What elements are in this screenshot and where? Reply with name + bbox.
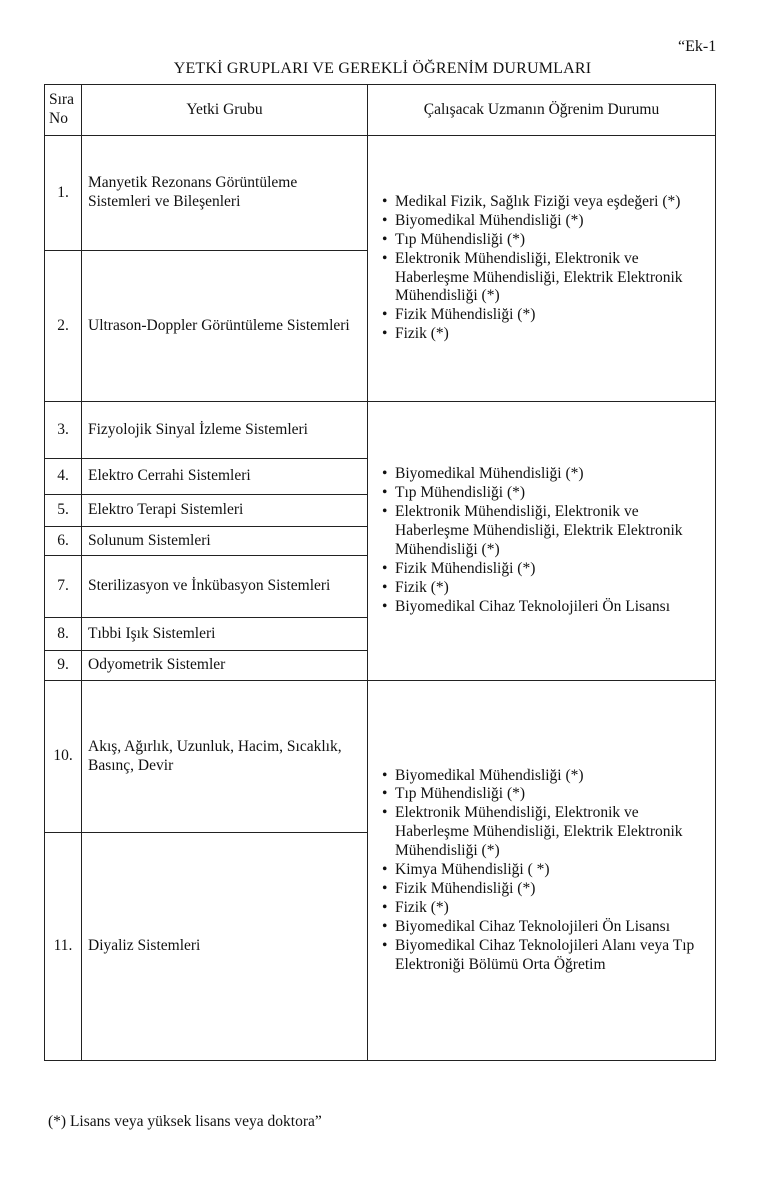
row-number: 6. bbox=[45, 527, 82, 556]
table-body bbox=[45, 136, 716, 1061]
education-requirements bbox=[368, 402, 716, 681]
row-number: 1. bbox=[45, 136, 82, 251]
bullet-icon: • bbox=[382, 559, 388, 577]
education-item bbox=[382, 767, 709, 786]
row-number: 7. bbox=[45, 556, 82, 618]
row-number: 3. bbox=[45, 402, 82, 459]
bullet-icon: • bbox=[382, 192, 388, 210]
header-yetki-grubu: Yetki Grubu bbox=[82, 85, 368, 136]
education-item bbox=[382, 880, 709, 899]
bullet-icon: • bbox=[382, 465, 388, 483]
table-row bbox=[45, 402, 716, 459]
education-item bbox=[382, 598, 709, 617]
education-item-text: Biyomedikal Cihaz Teknolojileri Ön Lisansı bbox=[395, 597, 671, 615]
education-item-text: Fizik Mühendisliği (*) bbox=[395, 879, 536, 897]
education-requirements bbox=[368, 681, 716, 1061]
bullet-icon: • bbox=[382, 936, 388, 954]
bullet-icon: • bbox=[382, 766, 388, 784]
education-item-text: Biyomedikal Cihaz Teknolojileri Ön Lisansı bbox=[395, 917, 671, 935]
education-item bbox=[382, 861, 709, 880]
education-item-text: Kimya Mühendisliği ( *) bbox=[395, 861, 550, 879]
bullet-icon: • bbox=[382, 861, 388, 879]
authority-group-name: Akış, Ağırlık, Uzunluk, Hacim, Sıcaklık, Basınç, Devir bbox=[82, 681, 368, 833]
bullet-icon: • bbox=[382, 306, 388, 324]
bullet-icon: • bbox=[382, 484, 388, 502]
bullet-icon: • bbox=[382, 879, 388, 897]
education-item bbox=[382, 325, 709, 344]
education-item bbox=[382, 212, 709, 231]
row-number: 8. bbox=[45, 618, 82, 651]
authority-group-name: Tıbbi Işık Sistemleri bbox=[82, 618, 368, 651]
education-item bbox=[382, 465, 709, 484]
footnote: (*) Lisans veya yüksek lisans veya doktora” bbox=[48, 1113, 322, 1130]
authority-group-name: Solunum Sistemleri bbox=[82, 527, 368, 556]
table-row bbox=[45, 681, 716, 833]
education-item-text: Tıp Mühendisliği (*) bbox=[395, 230, 526, 248]
authority-groups-table bbox=[44, 84, 716, 1061]
education-item-text: Medikal Fizik, Sağlık Fiziği veya eşdeğeri (*) bbox=[395, 192, 681, 210]
education-list bbox=[382, 193, 709, 344]
education-item-text: Fizik Mühendisliği (*) bbox=[395, 559, 536, 577]
education-item bbox=[382, 503, 709, 560]
education-item bbox=[382, 250, 709, 307]
bullet-icon: • bbox=[382, 230, 388, 248]
education-item-text: Fizik (*) bbox=[395, 578, 449, 596]
authority-group-name: Diyaliz Sistemleri bbox=[82, 833, 368, 1061]
education-item bbox=[382, 484, 709, 503]
row-number: 5. bbox=[45, 495, 82, 527]
education-item bbox=[382, 306, 709, 325]
bullet-icon: • bbox=[382, 804, 388, 822]
row-number: 2. bbox=[45, 251, 82, 402]
header-no-line2: No bbox=[49, 110, 68, 127]
education-item bbox=[382, 785, 709, 804]
education-item bbox=[382, 804, 709, 861]
bullet-icon: • bbox=[382, 211, 388, 229]
education-item-text: Fizik Mühendisliği (*) bbox=[395, 306, 536, 324]
bullet-icon: • bbox=[382, 597, 388, 615]
table-row bbox=[45, 136, 716, 251]
header-sira-no bbox=[45, 85, 82, 136]
education-item-text: Fizik (*) bbox=[395, 898, 449, 916]
bullet-icon: • bbox=[382, 503, 388, 521]
education-item-text: Elektronik Mühendisliği, Elektronik ve Haberleşme Mühendisliği, Elektrik Elektronik Mühendisliği (*) bbox=[395, 503, 683, 558]
bullet-icon: • bbox=[382, 249, 388, 267]
education-item-text: Fizik (*) bbox=[395, 325, 449, 343]
education-requirements bbox=[368, 136, 716, 402]
bullet-icon: • bbox=[382, 898, 388, 916]
education-item bbox=[382, 193, 709, 212]
document-title: YETKİ GRUPLARI VE GEREKLİ ÖĞRENİM DURUMLARI bbox=[173, 60, 592, 77]
education-item-text: Biyomedikal Mühendisliği (*) bbox=[395, 766, 584, 784]
education-item-text: Tıp Mühendisliği (*) bbox=[395, 785, 526, 803]
authority-group-name: Odyometrik Sistemler bbox=[82, 651, 368, 681]
education-list bbox=[382, 465, 709, 616]
authority-group-name: Fizyolojik Sinyal İzleme Sistemleri bbox=[82, 402, 368, 459]
authority-group-name: Elektro Cerrahi Sistemleri bbox=[82, 459, 368, 495]
row-number: 11. bbox=[45, 833, 82, 1061]
bullet-icon: • bbox=[382, 325, 388, 343]
row-number: 9. bbox=[45, 651, 82, 681]
education-item bbox=[382, 579, 709, 598]
education-item bbox=[382, 231, 709, 250]
education-item-text: Tıp Mühendisliği (*) bbox=[395, 484, 526, 502]
header-sira-line1: Sıra bbox=[49, 91, 74, 109]
education-item bbox=[382, 918, 709, 937]
header-ogrenim-durumu: Çalışacak Uzmanın Öğrenim Durumu bbox=[368, 85, 716, 136]
bullet-icon: • bbox=[382, 917, 388, 935]
bullet-icon: • bbox=[382, 785, 388, 803]
education-item bbox=[382, 560, 709, 579]
authority-group-name: Ultrason-Doppler Görüntüleme Sistemleri bbox=[82, 251, 368, 402]
education-item-text: Elektronik Mühendisliği, Elektronik ve Haberleşme Mühendisliği, Elektrik Elektronik Mühendisliği (*) bbox=[395, 249, 683, 305]
authority-group-name: Elektro Terapi Sistemleri bbox=[82, 495, 368, 527]
education-item-text: Biyomedikal Mühendisliği (*) bbox=[395, 211, 584, 229]
education-list bbox=[382, 767, 709, 975]
education-item-text: Biyomedikal Cihaz Teknolojileri Alanı veya Tıp Elektroniği Bölümü Orta Öğretim bbox=[395, 936, 695, 973]
education-item bbox=[382, 899, 709, 918]
education-item-text: Biyomedikal Mühendisliği (*) bbox=[395, 465, 584, 483]
authority-group-name: Sterilizasyon ve İnkübasyon Sistemleri bbox=[82, 556, 368, 618]
row-number: 10. bbox=[45, 681, 82, 833]
education-item bbox=[382, 937, 709, 975]
authority-group-name: Manyetik Rezonans Görüntüleme Sistemleri ve Bileşenleri bbox=[82, 136, 368, 251]
annex-label: “Ek-1 bbox=[678, 38, 717, 55]
education-item-text: Elektronik Mühendisliği, Elektronik ve Haberleşme Mühendisliği, Elektrik Elektronik Mühendisliği (*) bbox=[395, 804, 683, 860]
row-number: 4. bbox=[45, 459, 82, 495]
bullet-icon: • bbox=[382, 578, 388, 596]
table-header-row bbox=[45, 85, 716, 136]
